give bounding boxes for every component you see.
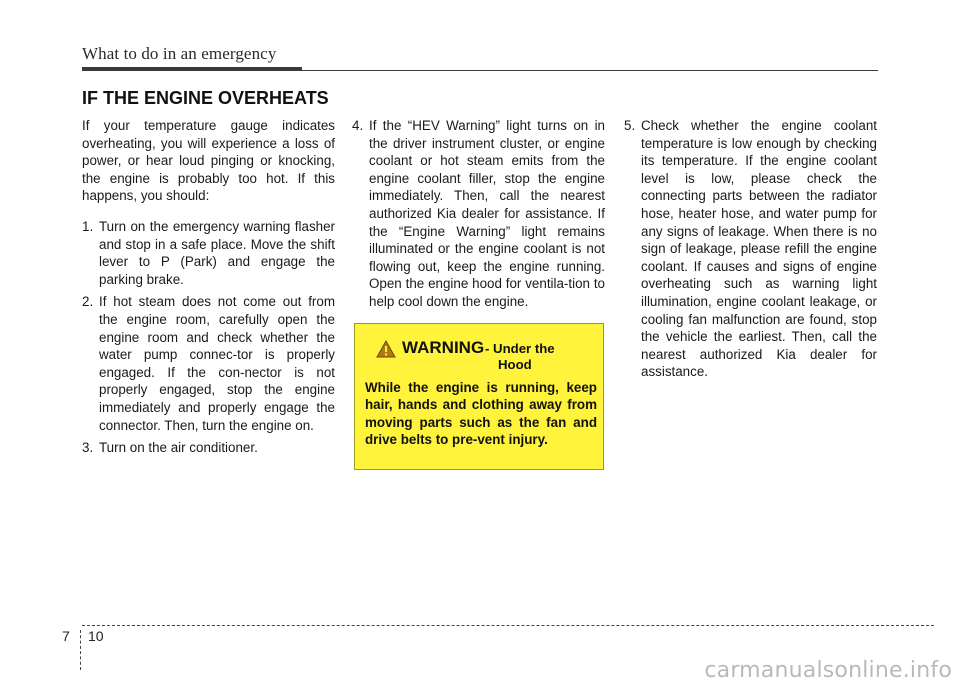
footer-chapter-number: 7 [62, 628, 70, 644]
list-text: If the “HEV Warning” light turns on in the driver instrument cluster, or engine coolant or hot steam emits from the engine coolant filler, stop the engine immediately. Then, call the nearest authorized Kia dealer for assistance. If the “Engine Warning” light remains illuminated or the engine coolant is not flowing out, keep the engine running. Open the engine hood for ventila-tion to help cool down the engine. [369, 118, 605, 309]
list-item-3 [82, 439, 335, 457]
list-item-2 [82, 293, 335, 434]
warning-heading: WARNING [402, 338, 485, 357]
list-number: 2. [82, 294, 94, 310]
section-title: IF THE ENGINE OVERHEATS [82, 88, 329, 108]
intro-paragraph: If your temperature gauge indicates overheating, you will experience a loss of power, or hear loud pinging or knocking, the engine is probably too hot. If this happens, you should: [82, 118, 335, 204]
list-text: Turn on the air conditioner. [99, 440, 258, 456]
list-number: 5. [624, 118, 636, 133]
warning-subheading-line1: - Under the [485, 341, 555, 356]
list-item-1 [82, 218, 335, 288]
watermark: carmanualsonline.info [704, 658, 952, 683]
list-text: Turn on the emergency warning flasher and stop in a safe place. Move the shift lever to P (Park) and engage the parking brake. [99, 218, 335, 287]
header-bar [82, 67, 302, 71]
footer-rule [82, 625, 934, 626]
list-item-5 [624, 117, 877, 381]
warning-body: While the engine is running, keep hair, hands and clothing away from moving parts such as the fan and drive belts to pre-vent injury. [365, 380, 597, 448]
list-text: If hot steam does not come out from the engine room, carefully open the engine room and check whether the water pump connec-tor is properly engaged. If the con-nector is not properly engaged, stop the engine immediately and properly engage the connector. Then, turn the engine on. [99, 294, 335, 433]
list-number: 3. [82, 440, 94, 456]
column-1 [82, 117, 335, 462]
warning-subheading [485, 341, 595, 373]
footer-divider [80, 630, 81, 670]
header-title: What to do in an emergency [82, 44, 277, 63]
list-text: Check whether the engine coolant temperature is low enough by checking its temperature. If the engine coolant level is low, please check the connecting parts between the radiator hose, heater hose, and water pump for any signs of leakage. When there is no sign of leakage, please refill the engine coolant. If causes and signs of engine overheating such as warning light illumination, engine coolant leakage, or cooling fan malfunction are found, stop the vehicle the earliest. Then, call the nearest authorized Kia dealer for assistance. [641, 118, 877, 380]
list-item-4 [352, 117, 605, 311]
column-2 [352, 117, 605, 316]
list-number: 4. [352, 118, 364, 133]
list-number: 1. [82, 218, 94, 234]
warning-box [354, 323, 604, 470]
footer-page-number: 10 [88, 628, 104, 644]
column-3 [624, 117, 877, 386]
header-rule [302, 70, 878, 71]
warning-triangle-icon [376, 340, 396, 358]
warning-subheading-line2: Hood [498, 357, 532, 372]
